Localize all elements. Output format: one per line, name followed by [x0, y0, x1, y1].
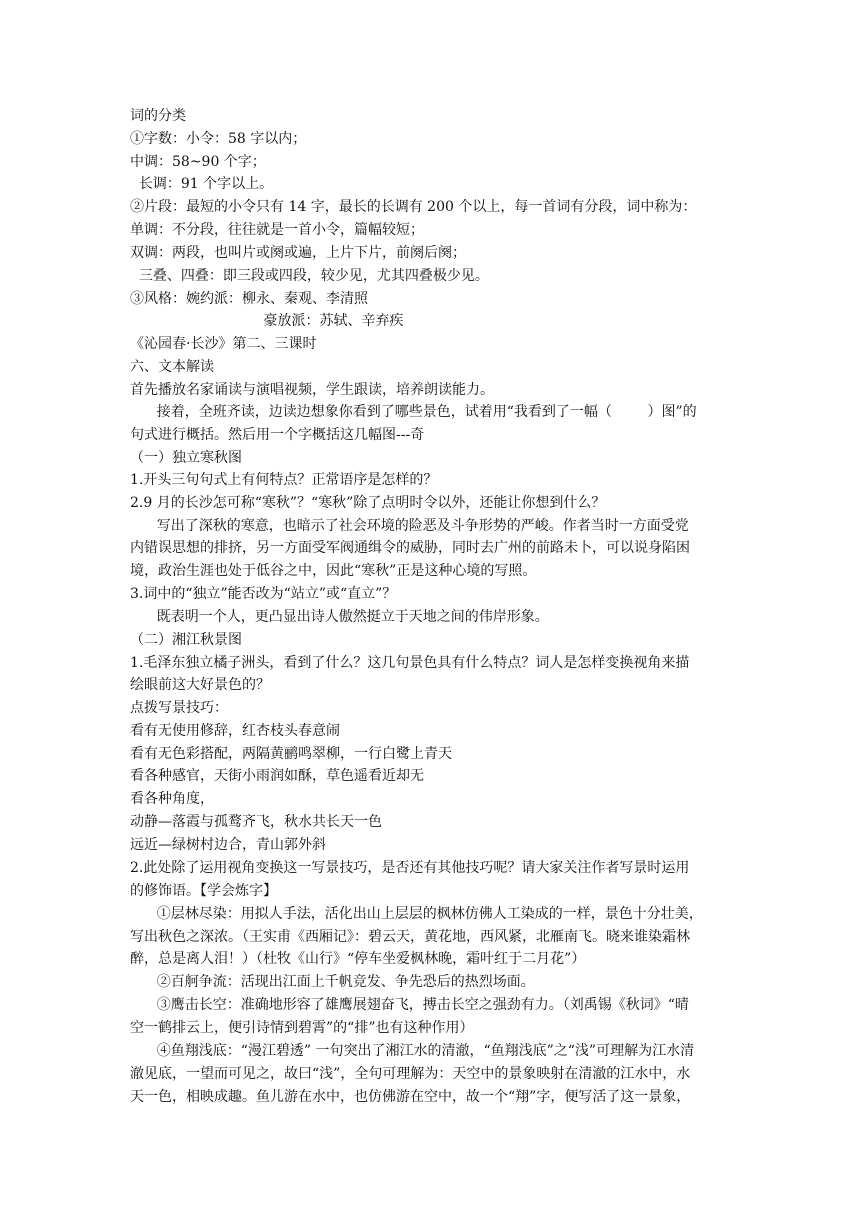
text-line: 单调：不分段，往往就是一首小令，篇幅较短； — [130, 222, 424, 238]
text-line: 天一色，相映成趣。鱼儿游在水中，也仿佛游在空中，故一个“翔”字，便写活了这一景象， — [130, 1089, 691, 1105]
text-line: 醉，总是离人泪！）（杜牧《山行》“停车坐爱枫林晚，霜叶红于二月花”） — [130, 951, 586, 967]
text-line: 写出秋色之深浓。（王实甫《西厢记》：碧云天，黄花地，西风紧，北雁南飞。晓来谁染霜林 — [130, 929, 690, 945]
text-line: 三叠、四叠：即三段或四段，较少见，尤其四叠极少见。 — [130, 268, 489, 284]
text-line: 内错误思想的排挤，另一方面受军阀通缉令的威胁，同时去广州的前路未卜，可以说身陷困 — [130, 540, 690, 556]
text-line: 看有无使用修辞，红杏枝头春意闹 — [130, 723, 340, 739]
text-line: 动静—落霞与孤鹜齐飞，秋水共长天一色 — [130, 814, 382, 830]
text-line: 接着，全班齐读，边读边想象你看到了哪些景色，试着用“我看到了一幅（ ）图”的 — [130, 404, 697, 420]
text-line: 句式进行概括。然后用一个字概括这几幅图---奇 — [130, 427, 425, 443]
text-line: 澈见底，一望而可见之，故曰“浅”，全句可理解为：天空中的景象映射在清澈的江水中，水 — [130, 1066, 691, 1082]
text-line: 《沁园春·长沙》第二、三课时 — [130, 336, 317, 352]
text-line: 3.词中的“独立”能否改为“站立”或“直立”？ — [130, 586, 397, 602]
text-line: 双调：两段，也叫片或阕或遍，上片下片，前阕后阕； — [130, 245, 466, 261]
text-line: 点拨写景技巧： — [130, 700, 228, 716]
text-line: 既表明一个人，更凸显出诗人傲然挺立于天地之间的伟岸形象。 — [130, 609, 549, 625]
text-line: （二）湘江秋景图 — [130, 632, 242, 648]
text-line: ②百舸争流：活现出江面上千帆竞发、争先恐后的热烈场面。 — [130, 974, 535, 990]
text-line: 1.开头三句句式上有何特点？正常语序是怎样的？ — [130, 472, 438, 488]
text-line: ③风格：婉约派：柳永、秦观、李清照 — [130, 291, 368, 307]
text-line: 写出了深秋的寒意，也暗示了社会环境的险恶及斗争形势的严峻。作者当时一方面受党 — [130, 518, 689, 534]
text-line: 豪放派：苏轼、辛弃疾 — [130, 313, 404, 329]
text-line: 2.9 月的长沙怎可称“寒秋”？“寒秋”除了点明时令以外，还能让你想到什么？ — [130, 495, 606, 511]
text-line: ④鱼翔浅底：“漫江碧透” 一句突出了湘江水的清澈，“鱼翔浅底”之“浅”可理解为江水清 — [130, 1043, 695, 1059]
text-line: 1.毛泽东独立橘子洲头，看到了什么？这几句景色具有什么特点？词人是怎样变换视角来描 — [130, 655, 690, 671]
text-line: 境，政治生涯也处于低谷之中，因此“寒秋”正是这种心境的写照。 — [130, 563, 537, 579]
text-line: 空一鹤排云上，便引诗情到碧霄”的“排”也有这种作用） — [130, 1020, 474, 1036]
text-line: 六、文本解读 — [130, 359, 214, 375]
text-line: 绘眼前这大好景色的？ — [130, 677, 270, 693]
text-line: 看各种角度， — [130, 791, 214, 807]
text-line: 的修饰语。【学会炼字】 — [130, 883, 277, 899]
text-line: 词的分类 — [130, 108, 186, 124]
text-line: 看有无色彩搭配，两隔黄鹂鸣翠柳，一行白鹭上青天 — [130, 746, 452, 762]
text-line: （一）独立寒秋图 — [130, 450, 242, 466]
text-line: 看各种感官，天街小雨润如酥，草色遥看近却无 — [130, 768, 424, 784]
text-line: ③鹰击长空：准确地形容了雄鹰展翅奋飞，搏击长空之强劲有力。（刘禹锡《秋词》“晴 — [130, 997, 689, 1013]
text-line: 中调：58~90 个字； — [130, 154, 266, 170]
text-line: ①层林尽染：用拟人手法，活化出山上层层的枫林仿佛人工染成的一样，景色十分壮美， — [130, 906, 703, 922]
text-line: 2.此处除了运用视角变换这一写景技巧，是否还有其他技巧呢？请大家关注作者写景时运用 — [130, 860, 690, 876]
text-line: 长调：91 个字以上。 — [130, 176, 274, 192]
text-line: ①字数：小令：58 字以内； — [130, 131, 307, 147]
text-line: 远近—绿树村边合，青山郭外斜 — [130, 837, 326, 853]
text-line: 首先播放名家诵读与演唱视频，学生跟读，培养朗读能力。 — [130, 382, 494, 398]
text-line: ②片段：最短的小令只有 14 字，最长的长调有 200 个以上，每一首词有分段，词中称为： — [130, 199, 697, 215]
